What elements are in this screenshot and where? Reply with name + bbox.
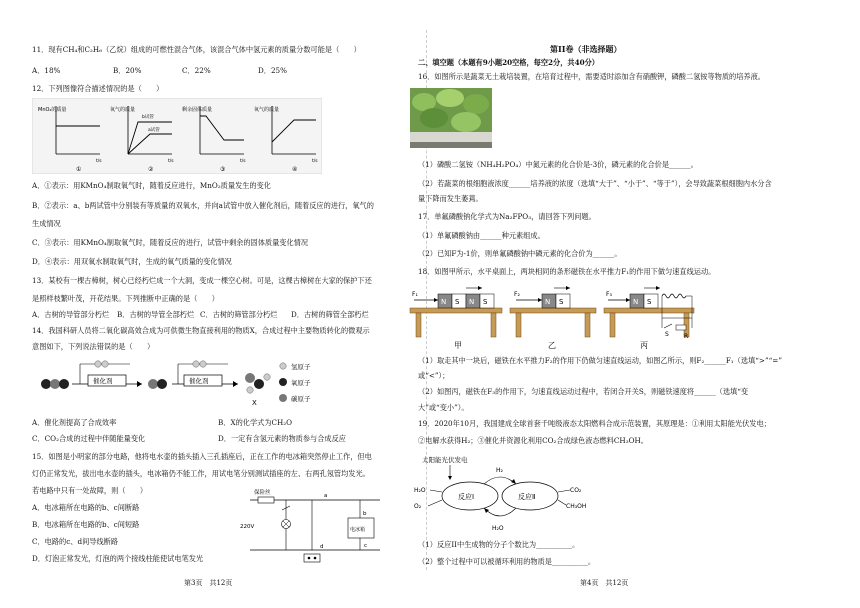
- q12-graph-2-label: ②: [148, 166, 154, 173]
- q14-option-d: D．一定有含氢元素的物质参与合成反应: [218, 434, 346, 443]
- q18-bing-n: N: [633, 298, 639, 306]
- q12-text: 12．下列图像符合描述情况的是（ ）: [32, 84, 164, 93]
- q12-option-d: D．④表示：用双氧水制取氧气时，生成的氧气质量的变化情况: [32, 257, 232, 266]
- q18-yi-s: S: [559, 298, 564, 306]
- q14-option-c: C．CO₂合成的过程中伴随能量变化: [32, 434, 146, 443]
- q14-option-a: A．催化剂提高了合成效率: [32, 418, 117, 427]
- q19-ch3oh: CH₃OH: [566, 503, 587, 510]
- q19-diagram: [412, 452, 602, 534]
- q18-jia-s1: S: [455, 298, 460, 306]
- q19-reaction-1: 反应Ⅰ: [458, 493, 475, 501]
- q15-fuse-label: 保险丝: [254, 490, 271, 496]
- q13-text-1: 13．某校有一棵古樟树，树心已经朽烂成一个大洞，变成一棵空心树。可是，这棵古樟树在大家的保护下还: [32, 276, 372, 285]
- q18-f3: F₃: [606, 291, 612, 298]
- q11-option-c: C．22%: [182, 66, 211, 75]
- q18-sub1a: （1）取走其中一块后，磁铁在水平推力F₂的作用下仍做匀速直线运动，如图乙所示，则F₂______F₁（选填“>”“=”: [418, 356, 782, 365]
- q15-point-d: d: [320, 544, 324, 550]
- q15-point-c: c: [364, 543, 368, 549]
- q19-h2o-bottom: H₂O: [492, 525, 504, 532]
- q14-legend-c: 碳原子: [291, 395, 311, 403]
- q17-sub1: （1）单氟磷酸钠由______种元素组成。: [418, 231, 545, 240]
- q19-text-1: 19．2020年10月，我国建成全球首套千吨级液态太阳燃料合成示范装置，其原理是：①利用太阳能光伏发电；: [418, 419, 771, 428]
- q14-diagram: [38, 358, 328, 408]
- q12-option-b-cont: 生成情况: [32, 219, 61, 228]
- footer-page-4: 第4页 共12页: [580, 579, 629, 587]
- q19-diagram-title: 太阳能光伏发电: [422, 456, 468, 464]
- q18-table-bing: [604, 286, 694, 350]
- q12-graph-4-label: ④: [292, 166, 298, 173]
- q15-option-c: C．电路的c、d间导线断路: [32, 537, 119, 546]
- q12-option-c: C．③表示：用KMnO₄制取氧气时，随着反应的进行，试管中剩余的固体质量变化情况: [32, 238, 309, 247]
- footer-page-3: 第3页 共12页: [184, 579, 233, 587]
- page-4: [412, 0, 860, 608]
- q18-sub2a: （2）如图丙，磁铁在F₃的作用下，匀速直线运动过程中，若闭合开关S，则磁铁速度将______（选填“变: [418, 387, 749, 396]
- q14-catalyst-1: 催化剂: [93, 377, 113, 385]
- q15-voltage: 220V: [240, 524, 255, 530]
- q15-point-a: a: [324, 493, 328, 499]
- section-subtitle: 二、填空题（本题有9小题20空格，每空2分，共40分）: [418, 58, 599, 67]
- q13-option-c: C．古树的筛管部分朽烂: [200, 310, 278, 319]
- q14-legend-o: 氧原子: [291, 379, 311, 387]
- q18-jia-n1: N: [441, 298, 447, 306]
- q18-label-jia: 甲: [454, 341, 462, 350]
- q12-graph-2-curve-b: b试管: [142, 115, 154, 120]
- q18-text: 18．如图甲所示，水平桌面上，两块相同的条形磁铁在水平推力F₁的作用下做匀速直线运动。: [418, 267, 716, 276]
- q13-text-2: 是照样枝繁叶茂，开花结果。下列推断中正确的是（ ）: [32, 294, 219, 303]
- q17-sub2: （2）已知F为-1价，则单氟磷酸钠中磷元素的化合价为______。: [418, 249, 622, 258]
- q18-table-yi: [510, 286, 596, 350]
- q18-yi-n: N: [545, 298, 551, 306]
- q18-jia-s2: S: [483, 298, 488, 306]
- q16-sub2b: 量下降而发生萎蔫。: [418, 194, 483, 203]
- q19-h2o-left: H₂O: [414, 487, 426, 494]
- q16-photo: [410, 88, 492, 148]
- q15-fridge-label: 电冰箱: [350, 527, 366, 533]
- q16-text: 16．如图所示是蔬菜无土栽培装置，在培育过程中，需要适时添加含有硝酸钾，磷酸二氢铵等物质的培养液。: [418, 72, 765, 81]
- q16-sub1: （1）磷酸二氢铵（NH₄H₂PO₄）中氮元素的化合价是-3价，磷元素的化合价是______。: [418, 160, 698, 169]
- q12-graph-3-ylabel: 剩余固体质量: [182, 107, 213, 113]
- q14-catalyst-2: 催化剂: [189, 377, 209, 385]
- q12-graph-3-label: ③: [220, 166, 226, 173]
- q12-graph-1-xlabel: t/s: [96, 159, 102, 164]
- q15-text-3: 若电路中只有一处故障，则（ ）: [32, 486, 148, 495]
- q12-option-a: A．①表示：用KMnO₄制取氧气时，随着反应进行，MnO₂质量发生的变化: [32, 181, 271, 190]
- q18-diagram: [408, 282, 698, 352]
- q12-option-b: B．②表示：a、b两试管中分别装有等质量的双氧水，并向a试管中放入催化剂后，随着反应的进行，氧气的: [32, 201, 374, 210]
- q18-sub1b: 或“<”）；: [418, 371, 450, 380]
- q18-f1: F₁: [412, 291, 418, 298]
- q14-x-label: X: [252, 399, 257, 407]
- q18-label-bing: 丙: [640, 341, 648, 350]
- q19-reaction-2: 反应Ⅱ: [518, 493, 536, 501]
- q12-graph-1-label: ①: [76, 166, 82, 173]
- q12-graph-4-xlabel: t/s: [312, 159, 318, 164]
- q19-co2: CO₂: [570, 487, 582, 494]
- q12-graph-1-ylabel: MnO₂的质量: [38, 107, 67, 113]
- q18-resistor: R: [684, 333, 689, 340]
- q11-text: 11．现有CH₄和C₂H₆（乙烷）组成的可燃性混合气体，该混合气体中氢元素的质量分数可能是（ ）: [32, 45, 361, 54]
- q14-option-b: B．X的化学式为CH₂O: [218, 418, 293, 427]
- q15-option-a: A．电冰箱所在电路的b、c间断路: [32, 503, 140, 512]
- q12-graph-2-curve-a: a试管: [148, 128, 160, 133]
- q12-graph-3-xlabel: t/s: [240, 159, 246, 164]
- q14-text-2: 意图如下，下列说法错误的是（ ）: [32, 342, 155, 351]
- q18-table-jia: [410, 286, 502, 350]
- q15-text-1: 15．如图是小明家的部分电路，他将电水壶的插头插入三孔插座后，正在工作的电冰箱突然停止工作，但电: [32, 452, 372, 461]
- q15-text-2: 灯仍正常发光，拔出电水壶的插头，电冰箱仍不能工作，用试电笔分别测试插座的左、右两孔氖管均发光。: [32, 469, 370, 478]
- q12-graph-4-ylabel: 氧气的质量: [254, 107, 280, 113]
- q19-text-2: ②电解水获得H₂；③催化并资源化利用CO₂合成绿色液态燃料CH₃OH。: [418, 436, 648, 445]
- q12-graphs: [32, 98, 322, 174]
- q11-option-b: B．20%: [113, 66, 142, 75]
- q18-bing-s: S: [647, 298, 652, 306]
- q13-option-b: B．古树的导管全部朽烂: [117, 310, 195, 319]
- q13-option-d: D．古树的筛管全部朽烂: [291, 310, 369, 319]
- q15-circuit: [240, 488, 390, 568]
- page-3: [0, 0, 420, 608]
- q13-option-a: A．古树的导管部分朽烂: [32, 310, 110, 319]
- q12-graph-2-ylabel: 氧气的质量: [110, 107, 136, 113]
- q15-option-b: B．电冰箱所在电路的b、c间短路: [32, 520, 140, 529]
- q12-graph-2-xlabel: t/s: [168, 159, 174, 164]
- q14-text-1: 14．我国科研人员将二氧化碳高效合成为可供微生物直接利用的物质X，合成过程中主要物质转化的微观示: [32, 326, 370, 335]
- q19-sub1: （1）反应II中生成物的分子个数比为__________。: [418, 540, 580, 549]
- q11-option-d: D．25%: [258, 66, 287, 75]
- q14-legend-h: 氢原子: [291, 363, 311, 371]
- q16-sub2a: （2）若蔬菜的根细胞液浓度______培养液的浓度（选填“大于”、“小于”、“等于”），会导致蔬菜根细胞内水分含: [418, 179, 772, 188]
- q19-o2: O₂: [414, 503, 422, 510]
- section-title: 第II卷（非选择题）: [550, 44, 622, 54]
- q18-label-yi: 乙: [548, 341, 556, 350]
- q18-switch: S: [665, 331, 669, 338]
- q18-sub2b: 大”或“变小”）。: [418, 403, 469, 412]
- q15-point-b: b: [363, 511, 367, 517]
- q17-text: 17．单氟磷酸钠化学式为Na₂FPO₃，请回答下列问题。: [418, 212, 596, 221]
- q15-option-d: D．灯泡正常发光，灯泡的两个接线柱能使试电笔发光: [32, 554, 204, 563]
- q19-sub2: （2）整个过程中可以被循环利用的物质是__________。: [418, 557, 596, 566]
- q11-option-a: A．18%: [32, 66, 61, 75]
- q18-jia-n2: N: [469, 298, 475, 306]
- q19-h2: H₂: [496, 467, 503, 474]
- q18-f2: F₂: [514, 291, 520, 298]
